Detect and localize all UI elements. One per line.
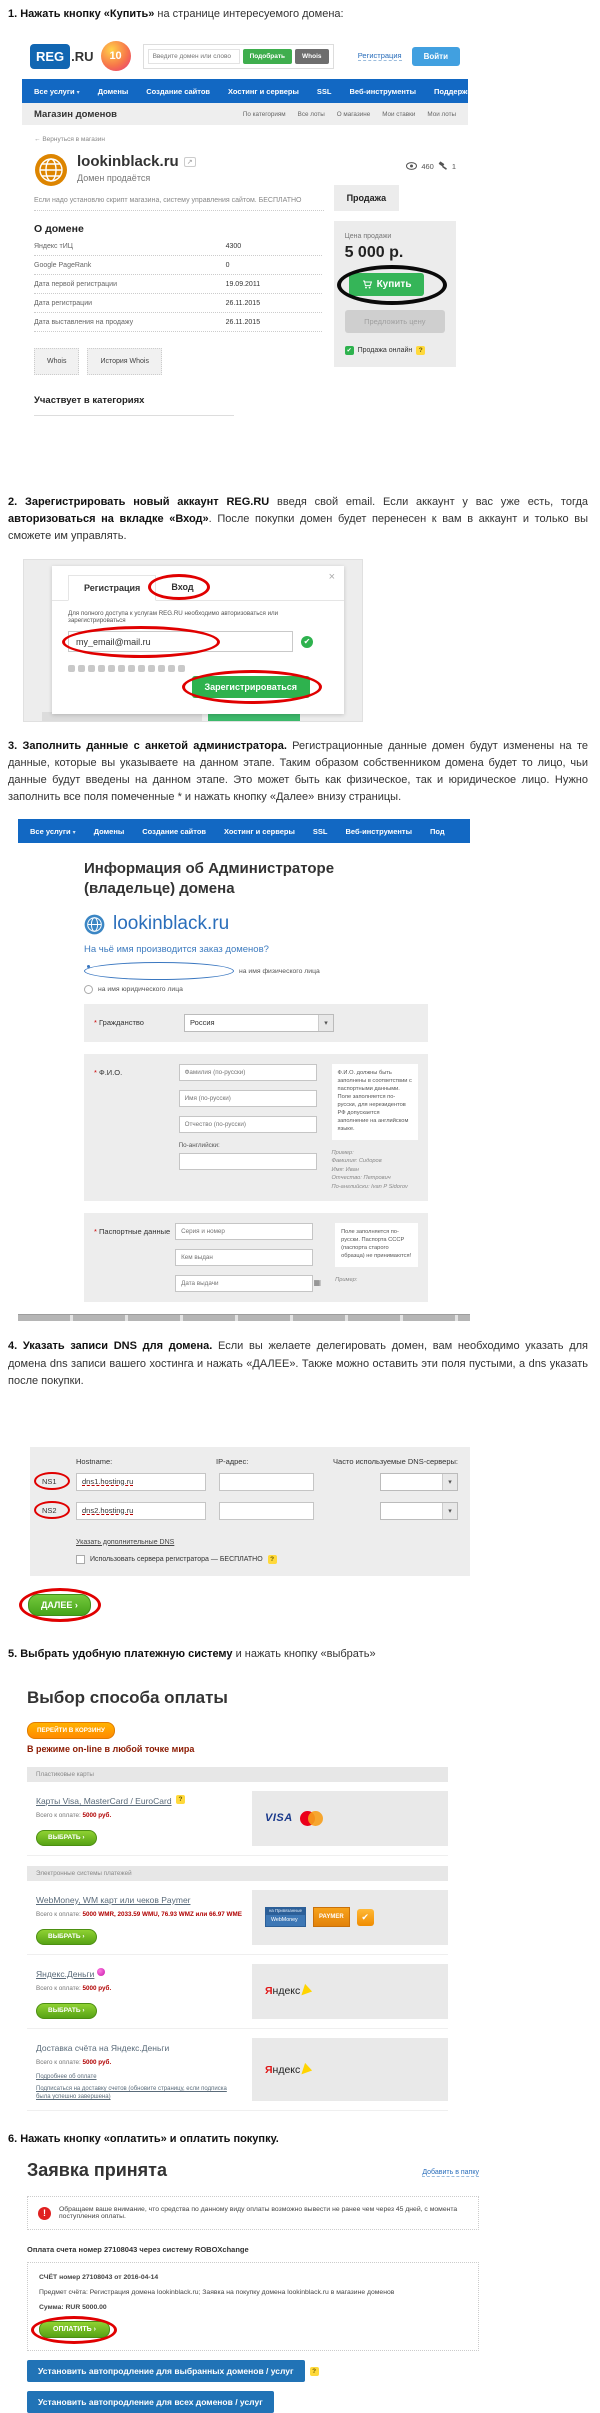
invoice-number-line: СЧЁТ номер 27108043 от 2016-04-14 (39, 2274, 159, 2282)
about-domain-title: О домене (34, 223, 84, 236)
invoice-amount-line: Сумма: RUR 5000.00 (39, 2304, 107, 2312)
about-row: Дата первой регистрации 19.09.2011 (34, 275, 322, 294)
firstname-field[interactable] (179, 1090, 317, 1107)
main-nav (18, 819, 470, 843)
english-label: По-английски: (178, 1141, 220, 1149)
arrow-right-icon: › (82, 1933, 85, 1941)
external-link-icon[interactable]: ↗ (184, 157, 196, 167)
dropdown-arrow-icon[interactable]: ▾ (442, 1474, 457, 1490)
nav-webtools[interactable]: Веб-инструменты (345, 826, 412, 836)
question-badge-icon[interactable]: ? (416, 346, 425, 355)
views-count: 460 (421, 161, 434, 171)
screenshot-admin-form (18, 819, 470, 1321)
ns1-common-dns-select[interactable] (380, 1473, 458, 1491)
radio-person-row[interactable]: на имя физического лица (84, 962, 470, 980)
login-button[interactable]: Войти (412, 47, 460, 66)
categories-title: Участвует в категориях (34, 395, 234, 416)
social-login-icon[interactable] (108, 665, 115, 672)
fio-label: Ф.И.О. (99, 1067, 123, 1077)
payment-option-yandex: Яндекс.Деньги Всего к оплате: 5000 руб. ВЫБРАТЬ › Яндекс (27, 1955, 448, 2029)
hostname-column-label: Hostname: (76, 1456, 113, 1466)
ns2-label: NS2 (42, 1506, 66, 1515)
payment-option-cards: Карты Visa, MasterCard / EuroCard ? Всего к оплате: 5000 руб. ВЫБРАТЬ › VISA (27, 1782, 448, 1856)
ip-column-label: IP-адрес: (216, 1456, 249, 1466)
domain-name: lookinblack.ru (77, 153, 179, 171)
payment-amount: 5000 руб. (82, 2059, 112, 2067)
valid-check-icon: ✔ (301, 636, 313, 648)
radio-selected-icon[interactable] (84, 962, 234, 980)
step-6-text: 6. Нажать кнопку «оплатить» и оплатить покупку. (8, 2133, 279, 2146)
close-icon[interactable]: × (328, 571, 335, 584)
yandex-money-icon (302, 2062, 314, 2076)
social-login-icon[interactable] (138, 665, 145, 672)
social-login-icon[interactable] (98, 665, 105, 672)
whois-lookup-button[interactable]: Whois (34, 348, 79, 375)
nav-support-cut[interactable]: Под (430, 826, 445, 836)
payment-option-link[interactable]: Карты Visa, MasterCard / EuroCard (36, 1795, 172, 1806)
nav-site-builder[interactable]: Создание сайтов (146, 86, 211, 96)
verified-check-icon: ✔ (357, 1909, 374, 1926)
nav-all-services[interactable]: Все услуги ▾ (34, 86, 80, 96)
yandex-logo: Яндекс (265, 2064, 312, 2076)
payment-logos (252, 2038, 448, 2102)
sale-online-label: Продажа онлайн (357, 347, 413, 355)
citizenship-label: Гражданство (99, 1017, 144, 1027)
subnav-all-lots[interactable]: Все лоты (297, 110, 325, 118)
tab-register[interactable]: Регистрация (68, 575, 156, 601)
cart-icon (362, 280, 372, 289)
citizenship-section: * Гражданство Россия ▾ (84, 1004, 428, 1042)
eye-icon (406, 162, 417, 170)
payment-amount: 5000 WMR, 2033.59 WMU, 76.93 WMZ или 66.97 WME (82, 1911, 242, 1919)
payment-option-yandex-invoice: Доставка счёта на Яндекс.Деньги Всего к оплате: 5000 руб. Подробнее об оплате Подписаться на доставку счетов (обновите страницу, если подписка была успешно завершена) Яндекс (27, 2029, 448, 2112)
chevron-down-icon: ▾ (72, 829, 76, 836)
buy-button[interactable]: Купить (349, 273, 425, 296)
payment-logos (252, 1964, 448, 2019)
payment-amount: 5000 руб. (82, 1812, 112, 1820)
bids-count: 1 (451, 161, 456, 171)
fio-help-text: Ф.И.О. должны быть заполнены в соответствии с паспортными данными. Поле заполняется по-русски, для нерезидентов РФ допускается заполнение на английском языке. (332, 1064, 418, 1140)
sale-tab[interactable]: Продажа (334, 185, 400, 211)
example-line: Имя: Иван (331, 1166, 359, 1173)
arrow-right-icon: › (82, 2007, 85, 2015)
social-login-icon[interactable] (88, 665, 95, 672)
horizontal-scrollbar[interactable] (18, 1314, 470, 1321)
register-link[interactable]: Регистрация (357, 51, 402, 61)
calendar-icon[interactable]: ▦ (313, 1278, 322, 1288)
social-login-icon[interactable] (168, 665, 175, 672)
more-dns-link[interactable]: Указать дополнительные DNS (76, 1538, 175, 1546)
regru-logo-ru: .RU (71, 48, 94, 64)
citizenship-select[interactable]: Россия ▾ (184, 1014, 334, 1032)
step-5-text: 5. Выбрать удобную платежную систему и нажать кнопку «выбрать» (8, 1647, 376, 1660)
invoice-details (27, 2262, 479, 2351)
about-row: Дата выставления на продажу 26.11.2015 (34, 313, 322, 332)
payment-option-link[interactable]: WebMoney, WM карт или чеков Paymer (36, 1894, 191, 1905)
online-note: В режиме on-line в любой точке мира (27, 1743, 195, 1754)
next-button[interactable]: ДАЛЕЕ › (28, 1594, 91, 1616)
passport-label: Паспортные данные (99, 1227, 171, 1237)
arrow-right-icon: › (93, 2326, 97, 2334)
tab-login[interactable]: Вход (156, 575, 208, 600)
passport-help-text: Поле заполняется по-русски. Паспорта СССР (паспорта старого образца) не принимаются! (335, 1223, 418, 1267)
about-row: Дата регистрации 26.11.2015 (34, 294, 322, 313)
example-line: Фамилия: Сидоров (331, 1158, 382, 1165)
middlename-field[interactable] (179, 1116, 317, 1133)
paymer-logo: PAYMER (313, 1907, 350, 1927)
social-login-icon[interactable] (178, 665, 185, 672)
select-button[interactable]: ВЫБРАТЬ › (36, 1929, 97, 1945)
main-nav (22, 79, 476, 103)
social-login-icon[interactable] (118, 665, 125, 672)
payment-option-name: Доставка счёта на Яндекс.Деньги (36, 2042, 170, 2053)
social-login-icon[interactable] (128, 665, 135, 672)
question-badge-icon[interactable]: ? (176, 1795, 185, 1804)
gavel-icon (438, 161, 448, 171)
yandex-money-icon (302, 1984, 314, 1998)
shop-subnav-title: Магазин доменов (34, 108, 118, 120)
signup-modal (52, 566, 344, 714)
ns2-hostname-input[interactable] (76, 1502, 206, 1520)
domain-status: Домен продаётся (77, 173, 151, 184)
ns2-ip-input[interactable] (219, 1502, 314, 1520)
english-name-field[interactable] (179, 1153, 317, 1170)
ns1-hostname-input[interactable] (76, 1473, 206, 1491)
sale-panel (334, 221, 456, 367)
payment-logos (252, 1890, 448, 1945)
payment-details-link[interactable]: Подробнее об оплате (36, 2074, 97, 2081)
ns2-common-dns-select[interactable] (380, 1502, 458, 1520)
use-registrar-dns-checkbox[interactable] (76, 1555, 85, 1564)
whois-history-button[interactable]: История Whois (87, 348, 162, 375)
step-1-bold: 1. Нажать кнопку «Купить» (8, 8, 155, 20)
screenshot-invoice (27, 2160, 479, 2413)
passport-series-field[interactable] (175, 1223, 313, 1240)
nav-site-builder[interactable]: Создание сайтов (142, 826, 207, 836)
social-login-icon[interactable] (148, 665, 155, 672)
sale-price: 5 000 р. (344, 244, 404, 262)
domain-search-input[interactable] (148, 49, 240, 64)
payment-amount: 5000 руб. (82, 1985, 112, 1993)
yandex-logo: Яндекс (265, 1985, 312, 1997)
section-emoney: Электронные системы платежей (27, 1866, 448, 1881)
step-1-text (8, 0, 588, 23)
payment-title: Выбор способа оплаты (27, 1687, 228, 1707)
about-row: Яндекс тИЦ 4300 (34, 237, 322, 256)
pick-domain-button[interactable]: Подобрать (243, 49, 292, 64)
question-badge-icon[interactable]: ? (268, 1555, 277, 1564)
subscribe-invoices-link[interactable]: Подписаться на доставку счетов (обновите страницу, если подписка была успешно завершена) (36, 2086, 227, 2101)
select-button[interactable]: ВЫБРАТЬ › (36, 2003, 97, 2019)
warning-icon: ! (38, 2207, 51, 2220)
dropdown-arrow-icon[interactable]: ▾ (442, 1503, 457, 1519)
subnav-by-category[interactable]: По категориям (242, 110, 286, 118)
payment-option-webmoney: WebMoney, WM карт или чеков Paymer Всего к оплате: 5000 WMR, 2033.59 WMU, 76.93 WMZ или 66.97 WME ВЫБРАТЬ › на Привязанные WebMoney PAYMER ✔ (27, 1881, 448, 1955)
nav-domains[interactable]: Домены (97, 86, 129, 96)
globe-icon (84, 914, 105, 935)
screenshot-domain-shop (22, 32, 476, 416)
pay-button[interactable]: ОПЛАТИТЬ › (39, 2321, 110, 2338)
email-field[interactable] (68, 631, 293, 652)
ns1-label: NS1 (42, 1477, 66, 1486)
regru-logo[interactable]: REG (30, 44, 70, 69)
order-question: На чьё имя производится заказ доменов? (84, 944, 269, 956)
step-3-text: 3. Заполнить данные с анкетой администратора. Регистрационные данные домен будут изменены на те данные, которые вы указываете на данном этапе. Таким образом собственником домена будет то лицо, чьи данные будут введены на данном этапе. Это может быть как физическое, так и юридическое лицо. Нужно заполнить все поля помеченные * и нажать кнопку «Далее» внизу страницы. (8, 740, 588, 804)
about-row: Google PageRank 0 (34, 256, 322, 275)
social-login-icon[interactable] (68, 665, 75, 672)
back-arrow-icon: ← (34, 136, 41, 144)
admin-form-title: Информация об Администраторе (владельце) домена (84, 860, 335, 897)
social-login-icons (68, 665, 344, 672)
subnav-about[interactable]: О магазине (336, 110, 371, 118)
invoice-title: Заявка принята (27, 2160, 168, 2181)
screenshot-dns-form (30, 1447, 470, 1576)
nav-ssl[interactable]: SSL (316, 86, 332, 96)
step-2-text: 2. Зарегистрировать новый аккаунт REG.RU введя свой email. Если аккаунт у вас уже есть, тогда авторизоваться на вкладке «Вход». После покупки домен будет перенесен к вам в аккаунт и только вы сможете им управлять. (8, 496, 588, 543)
example-line: Отчество: Петрович (331, 1175, 391, 1182)
check-icon: ✔ (346, 348, 352, 355)
webmoney-logo: на Привязанные WebMoney (265, 1907, 306, 1928)
autorenew-all-button[interactable]: Установить автопродление для всех доменов / услуг (27, 2391, 274, 2413)
section-plastic-cards: Пластиковые карты (27, 1767, 448, 1782)
arrow-right-icon: › (82, 1834, 85, 1842)
screenshot-signup-modal (23, 559, 363, 722)
globe-icon (34, 153, 68, 187)
signup-info-text: Для полного доступа к услугам REG.RU необходимо авторизоваться или зарегистрироваться (68, 610, 279, 625)
question-badge-icon[interactable]: ? (310, 2367, 319, 2376)
passport-section: * Паспортные данные Серия и номер Кем выдан Дата выдачи ▦ Поле заполняется по-русски. Паспорта СССР (паспорта старого образца) не принимаются! Пример: (84, 1213, 428, 1302)
social-login-icon[interactable] (158, 665, 165, 672)
radio-unselected-icon[interactable] (84, 985, 93, 994)
nav-hosting[interactable]: Хостинг и серверы (224, 826, 295, 836)
shop-subnav (22, 103, 468, 125)
yandex-money-badge-icon (97, 1968, 105, 1976)
ns1-ip-input[interactable] (219, 1473, 314, 1491)
subnav-my-lots[interactable]: Мои лоты (427, 110, 456, 118)
subnav-my-bids[interactable]: Мои ставки (382, 110, 416, 118)
price-label: Цена продажи (344, 233, 392, 241)
select-button[interactable]: ВЫБРАТЬ › (36, 1830, 97, 1846)
nav-ssl[interactable]: SSL (312, 826, 328, 836)
nav-all-services[interactable]: Все услуги ▾ (30, 826, 76, 836)
nav-hosting[interactable]: Хостинг и серверы (228, 86, 299, 96)
domain-search (143, 44, 334, 69)
nav-domains[interactable]: Домены (93, 826, 125, 836)
order-domain-name: lookinblack.ru (113, 913, 230, 935)
example-label: Пример: (331, 1149, 354, 1156)
mastercard-logo (300, 1811, 324, 1826)
use-registrar-dns-label: Использовать сервера регистратора — БЕСПЛАТНО (90, 1555, 263, 1563)
arrow-right-icon: › (74, 1599, 78, 1610)
invoice-payline: Оплата счета номер 27108043 через систему ROBOXchange (27, 2245, 249, 2255)
fio-section: * Ф.И.О. Фамилия (по-русски) Имя (по-русски) Отчество (по-русски) По-английски: Ф.И.О. должны быть заполнены в соответствии с паспортными данными. Поле заполняется по-русски, для нерезидентов РФ допускается заполнение на английском языке. Пример: Фамилия: Сидоров Имя: Иван Отчество: Петрович По-английски: Ivan P Sidorov (84, 1054, 428, 1202)
register-button[interactable]: Зарегистрироваться (192, 676, 310, 698)
step-1-rest: на странице интересуемого домена: (154, 8, 344, 20)
invoice-subject-line: Предмет счёта: Регистрация домена lookinblack.ru; Заявка на покупку домена lookinblack.ru в магазине доменов (39, 2289, 395, 2297)
example-line: По-английски: Ivan P Sidorov (331, 1183, 408, 1190)
nav-webtools[interactable]: Веб-инструменты (349, 86, 416, 96)
dropdown-arrow-icon[interactable]: ▾ (318, 1015, 333, 1031)
common-dns-column-label: Часто используемые DNS-серверы: (333, 1456, 458, 1466)
seller-promo-text: Если надо установлю скрипт магазина, систему управления сайтом. БЕСПЛАТНО (34, 197, 324, 211)
passport-date-field[interactable] (175, 1275, 313, 1292)
lastname-field[interactable] (179, 1064, 317, 1081)
go-to-cart-button[interactable]: ПЕРЕЙТИ В КОРЗИНУ (27, 1722, 115, 1739)
warning-box (27, 2196, 479, 2230)
anniversary-logo: 10 (101, 41, 131, 71)
chevron-down-icon: ▾ (76, 89, 80, 96)
step-4-text: 4. Указать записи DNS для домена. Если вы желаете делегировать домен, вам необходимо указать для домена dns записи вашего хостинга и нажать «ДАЛЕЕ». Также можно оставить эти поля пустыми, а dns указать после покупки. (8, 1340, 588, 1387)
warning-text: Обращаем ваше внимание, что средства по данному виду оплаты возможно вывести не ранее чем через 45 дней, с момента поступления оплаты. (59, 2206, 458, 2221)
payment-logos (252, 1791, 448, 1846)
add-to-folder-link[interactable]: Добавить в папку (422, 2169, 479, 2177)
whois-button[interactable]: Whois (295, 49, 329, 64)
nav-support[interactable]: Поддержка (434, 86, 476, 96)
example-label: Пример: (335, 1277, 358, 1284)
social-login-icon[interactable] (78, 665, 85, 672)
shop-header (22, 32, 468, 79)
radio-company-row[interactable]: на имя юридического лица (84, 985, 470, 994)
back-to-shop-link[interactable]: ← Вернуться в магазин (34, 136, 105, 144)
payment-option-link[interactable]: Яндекс.Деньги (36, 1968, 95, 1979)
autorenew-selected-button[interactable]: Установить автопродление для выбранных доменов / услуг (27, 2360, 305, 2382)
offer-price-button[interactable]: Предложить цену (345, 310, 445, 333)
passport-issued-field[interactable] (175, 1249, 313, 1266)
visa-logo: VISA (265, 1812, 293, 1825)
